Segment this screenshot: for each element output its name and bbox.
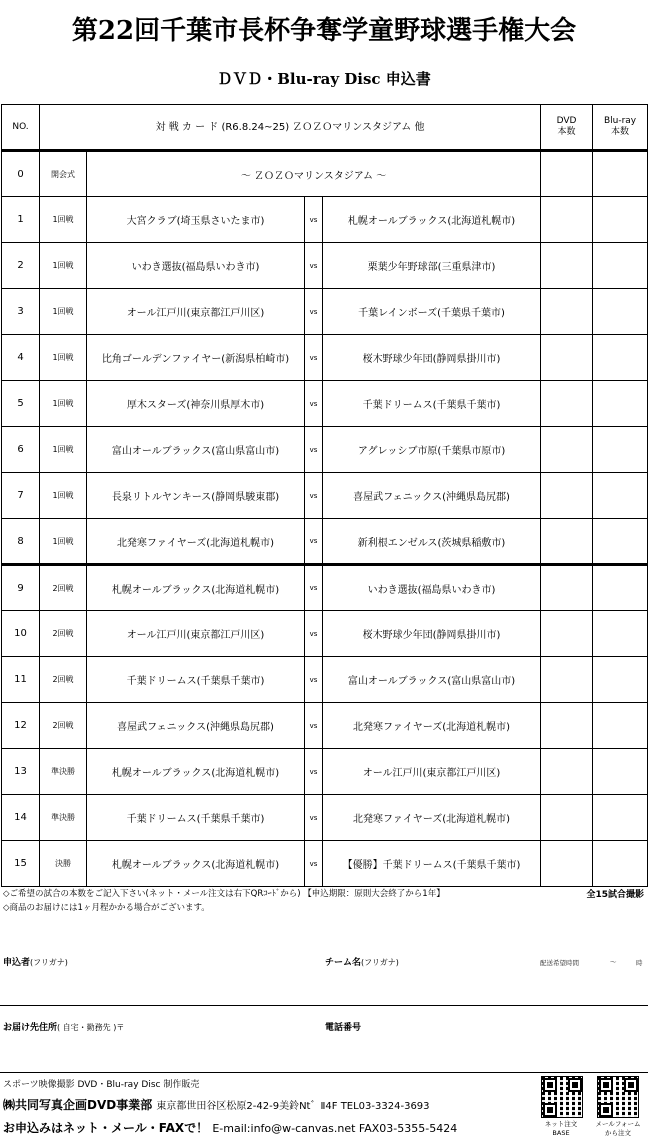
bluray-qty-cell[interactable]: [593, 381, 648, 427]
vs-label: vs: [305, 427, 323, 473]
vs-label: vs: [305, 243, 323, 289]
row-no: 1: [2, 197, 40, 243]
document-subtitle: ＤＶＤ・Blu-ray Disc 申込書: [217, 70, 431, 88]
bluray-qty-cell[interactable]: [593, 565, 648, 611]
header-match-card: 対 戦 カ ー ド (R6.8.24~25) ＺＯＺＯマリンスタジアム 他: [40, 105, 541, 151]
team-right: 北発寒ファイヤーズ(北海道札幌市): [323, 795, 541, 841]
separator-line: [0, 1072, 648, 1073]
opening-row: [2, 151, 648, 197]
table-row: [2, 841, 648, 887]
team-right: 千葉ドリームス(千葉県千葉市): [323, 381, 541, 427]
note-line-1: ◇ご希望の試合の本数をご記入下さい(ネット・メール注文は右下QRｺｰﾄﾞから) 【申込期限：原則大会終了から1年】: [3, 889, 445, 899]
dvd-qty-cell[interactable]: [541, 795, 593, 841]
team-left: 長泉リトルヤンキース(静岡県駿東郡): [87, 473, 305, 519]
team-right: 桜木野球少年団(静岡県掛川市): [323, 611, 541, 657]
row-no: 13: [2, 749, 40, 795]
team-right: アグレッシブ市原(千葉県市原市): [323, 427, 541, 473]
notes: [3, 887, 445, 915]
row-round: 1回戦: [40, 427, 87, 473]
row-round: 準決勝: [40, 749, 87, 795]
note-line-2: ◇商品のお届けには1ヶ月程かかる場合がございます。: [3, 903, 210, 913]
vs-label: vs: [305, 795, 323, 841]
team-right: いわき選抜(福島県いわき市): [323, 565, 541, 611]
team-name-label: チーム名(フリガナ): [325, 958, 399, 968]
separator-line: [0, 1005, 648, 1006]
row-round: 1回戦: [40, 197, 87, 243]
table-row: [2, 519, 648, 565]
document-title: 第22回千葉市長杯争奪学童野球選手権大会: [71, 16, 577, 46]
dvd-qty-cell[interactable]: [541, 243, 593, 289]
team-left: 千葉ドリームス(千葉県千葉市): [87, 795, 305, 841]
vs-label: vs: [305, 611, 323, 657]
table-row: [2, 335, 648, 381]
row-round: 1回戦: [40, 519, 87, 565]
footer-company: ㈱共同写真企画DVD事業部 東京都世田谷区松原2-42-9美鈴Nt゛Ⅱ4F TEL03-3324-3693: [3, 1098, 430, 1112]
bluray-qty-cell[interactable]: [593, 151, 648, 197]
row-round: 1回戦: [40, 473, 87, 519]
team-left: 札幌オールブラックス(北海道札幌市): [87, 565, 305, 611]
vs-label: vs: [305, 473, 323, 519]
table-row: [2, 657, 648, 703]
team-left: オール江戸川(東京都江戸川区): [87, 611, 305, 657]
table-row: [2, 611, 648, 657]
table-row: [2, 703, 648, 749]
vs-label: vs: [305, 335, 323, 381]
bluray-qty-cell[interactable]: [593, 473, 648, 519]
row-no: 14: [2, 795, 40, 841]
dvd-qty-cell[interactable]: [541, 519, 593, 565]
team-right: 富山オールブラックス(富山県富山市): [323, 657, 541, 703]
delivery-time-unit: 時: [636, 959, 643, 967]
dvd-qty-cell[interactable]: [541, 335, 593, 381]
dvd-qty-cell[interactable]: [541, 289, 593, 335]
vs-label: vs: [305, 749, 323, 795]
team-right: 札幌オールブラックス(北海道札幌市): [323, 197, 541, 243]
team-left: 大宮クラブ(埼玉県さいたま市): [87, 197, 305, 243]
row-no: 0: [2, 151, 40, 197]
row-round: 開会式: [40, 151, 87, 197]
row-no: 12: [2, 703, 40, 749]
dvd-qty-cell[interactable]: [541, 151, 593, 197]
bluray-qty-cell[interactable]: [593, 243, 648, 289]
row-no: 7: [2, 473, 40, 519]
dvd-qty-cell[interactable]: [541, 749, 593, 795]
row-no: 5: [2, 381, 40, 427]
bluray-qty-cell[interactable]: [593, 795, 648, 841]
row-round: 1回戦: [40, 381, 87, 427]
dvd-qty-cell[interactable]: [541, 427, 593, 473]
team-right: 【優勝】千葉ドリームス(千葉県千葉市): [323, 841, 541, 887]
row-round: 1回戦: [40, 335, 87, 381]
vs-label: vs: [305, 197, 323, 243]
table-row: [2, 381, 648, 427]
delivery-time-label: 配送希望時間: [540, 959, 579, 967]
opening-ceremony-text: ～ ＺＯＺＯマリンスタジアム ～: [87, 151, 541, 197]
phone-label: 電話番号: [325, 1023, 362, 1033]
team-left: 富山オールブラックス(富山県富山市): [87, 427, 305, 473]
qr-caption-mailform: メールフォーム から注文: [595, 1120, 641, 1137]
qr-code-mailform[interactable]: [597, 1076, 639, 1118]
bluray-qty-cell[interactable]: [593, 197, 648, 243]
row-no: 11: [2, 657, 40, 703]
footer-apply: お申込みはネット・メール・FAXで！ E-mail:info@w-canvas.net FAX03-5355-5424: [3, 1121, 458, 1135]
bluray-qty-cell[interactable]: [593, 335, 648, 381]
table-row: [2, 289, 648, 335]
header-bluray: Blu-ray 本数: [593, 105, 648, 151]
dvd-qty-cell[interactable]: [541, 381, 593, 427]
team-left: 比角ゴールデンファイヤー(新潟県柏崎市): [87, 335, 305, 381]
delivery-time-tilde: ～: [610, 958, 617, 966]
team-left: 喜屋武フェニックス(沖縄県島尻郡): [87, 703, 305, 749]
vs-label: vs: [305, 381, 323, 427]
row-round: 2回戦: [40, 657, 87, 703]
address-label: お届け先住所( 自宅・勤務先 )〒: [3, 1023, 125, 1033]
row-round: 2回戦: [40, 611, 87, 657]
team-left: いわき選抜(福島県いわき市): [87, 243, 305, 289]
row-round: 2回戦: [40, 703, 87, 749]
team-right: 栗葉少年野球部(三重県津市): [323, 243, 541, 289]
row-no: 8: [2, 519, 40, 565]
vs-label: vs: [305, 657, 323, 703]
header-no: NO.: [2, 105, 40, 151]
vs-label: vs: [305, 565, 323, 611]
qr-caption-base: ネット注文 BASE: [544, 1120, 578, 1137]
qr-code-base[interactable]: [541, 1076, 583, 1118]
row-round: 2回戦: [40, 565, 87, 611]
dvd-qty-cell[interactable]: [541, 703, 593, 749]
bluray-qty-cell[interactable]: [593, 519, 648, 565]
dvd-qty-cell[interactable]: [541, 611, 593, 657]
row-no: 4: [2, 335, 40, 381]
bluray-qty-cell[interactable]: [593, 841, 648, 887]
bluray-qty-cell[interactable]: [593, 657, 648, 703]
row-round: 決勝: [40, 841, 87, 887]
team-right: 桜木野球少年団(静岡県掛川市): [323, 335, 541, 381]
team-right: 新利根エンゼルス(茨城県稲敷市): [323, 519, 541, 565]
row-round: 1回戦: [40, 243, 87, 289]
row-no: 15: [2, 841, 40, 887]
table-row: [2, 795, 648, 841]
match-card-table: [1, 104, 648, 887]
total-games: 全15試合撮影: [586, 890, 644, 900]
bluray-qty-cell[interactable]: [593, 703, 648, 749]
row-no: 10: [2, 611, 40, 657]
dvd-qty-cell[interactable]: [541, 197, 593, 243]
team-left: 札幌オールブラックス(北海道札幌市): [87, 749, 305, 795]
team-right: オール江戸川(東京都江戸川区): [323, 749, 541, 795]
row-no: 9: [2, 565, 40, 611]
row-no: 3: [2, 289, 40, 335]
row-no: 6: [2, 427, 40, 473]
row-round: 1回戦: [40, 289, 87, 335]
table-row: [2, 565, 648, 611]
dvd-qty-cell[interactable]: [541, 841, 593, 887]
header-dvd: DVD 本数: [541, 105, 593, 151]
team-right: 北発寒ファイヤーズ(北海道札幌市): [323, 703, 541, 749]
vs-label: vs: [305, 841, 323, 887]
team-left: 厚木スターズ(神奈川県厚木市): [87, 381, 305, 427]
row-no: 2: [2, 243, 40, 289]
dvd-qty-cell[interactable]: [541, 657, 593, 703]
team-left: 千葉ドリームス(千葉県千葉市): [87, 657, 305, 703]
row-round: 準決勝: [40, 795, 87, 841]
vs-label: vs: [305, 289, 323, 335]
team-right: 喜屋武フェニックス(沖縄県島尻郡): [323, 473, 541, 519]
bluray-qty-cell[interactable]: [593, 289, 648, 335]
team-left: 札幌オールブラックス(北海道札幌市): [87, 841, 305, 887]
team-right: 千葉レインボーズ(千葉県千葉市): [323, 289, 541, 335]
table-row: [2, 197, 648, 243]
footer-tagline: スポーツ映像撮影 DVD・Blu-ray Disc 制作販売: [3, 1080, 200, 1090]
dvd-qty-cell[interactable]: [541, 565, 593, 611]
bluray-qty-cell[interactable]: [593, 427, 648, 473]
team-left: オール江戸川(東京都江戸川区): [87, 289, 305, 335]
vs-label: vs: [305, 703, 323, 749]
table-row: [2, 749, 648, 795]
dvd-qty-cell[interactable]: [541, 473, 593, 519]
vs-label: vs: [305, 519, 323, 565]
team-left: 北発寒ファイヤーズ(北海道札幌市): [87, 519, 305, 565]
bluray-qty-cell[interactable]: [593, 611, 648, 657]
table-row: [2, 473, 648, 519]
table-row: [2, 427, 648, 473]
applicant-label: 申込者(フリガナ): [3, 958, 68, 968]
table-row: [2, 243, 648, 289]
bluray-qty-cell[interactable]: [593, 749, 648, 795]
table-header-row: [2, 105, 648, 151]
